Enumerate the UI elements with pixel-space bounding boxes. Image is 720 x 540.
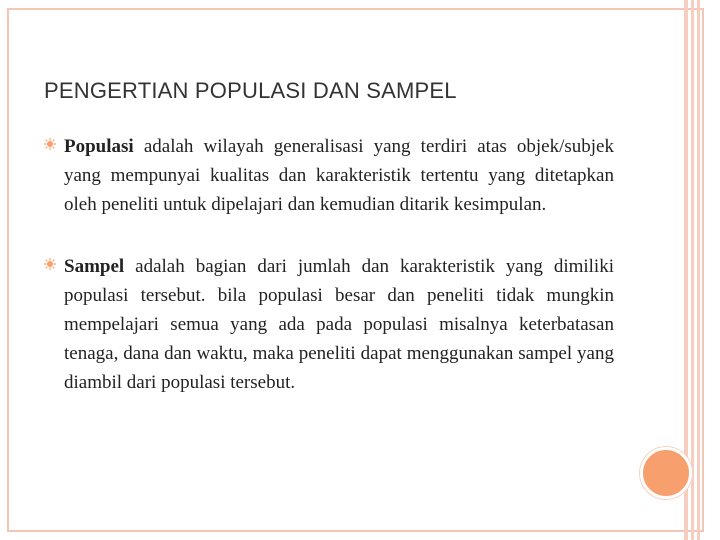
bullet-list bbox=[44, 132, 614, 430]
item-description: adalah bagian dari jumlah dan karakteristik yang dimiliki populasi tersebut. bila populasi besar dan peneliti tidak mungkin mempelajari semua yang ada pada populasi misalnya keterbatasan tenaga, dana dan waktu, maka peneliti dapat menggunakan sampel yang diambil dari populasi tersebut. bbox=[64, 256, 614, 393]
list-item bbox=[44, 132, 614, 219]
item-description: adalah wilayah generalisasi yang terdiri atas objek/subjek yang mempunyai kualitas dan karakteristik tertentu yang ditetapkan oleh peneliti untuk dipelajari dan kemudian ditarik kesimpulan. bbox=[64, 136, 614, 215]
slide-title: PENGERTIAN POPULASI DAN SAMPEL bbox=[44, 78, 457, 103]
sun-bullet-icon bbox=[44, 138, 56, 150]
item-term: Sampel bbox=[64, 256, 125, 277]
list-item bbox=[44, 252, 614, 397]
item-term: Populasi bbox=[64, 136, 134, 157]
stripe bbox=[697, 0, 700, 540]
item-text bbox=[64, 252, 614, 397]
stripe bbox=[691, 0, 694, 540]
item-text bbox=[64, 132, 614, 219]
sun-bullet-icon bbox=[44, 258, 56, 270]
decorative-circle bbox=[640, 447, 692, 499]
